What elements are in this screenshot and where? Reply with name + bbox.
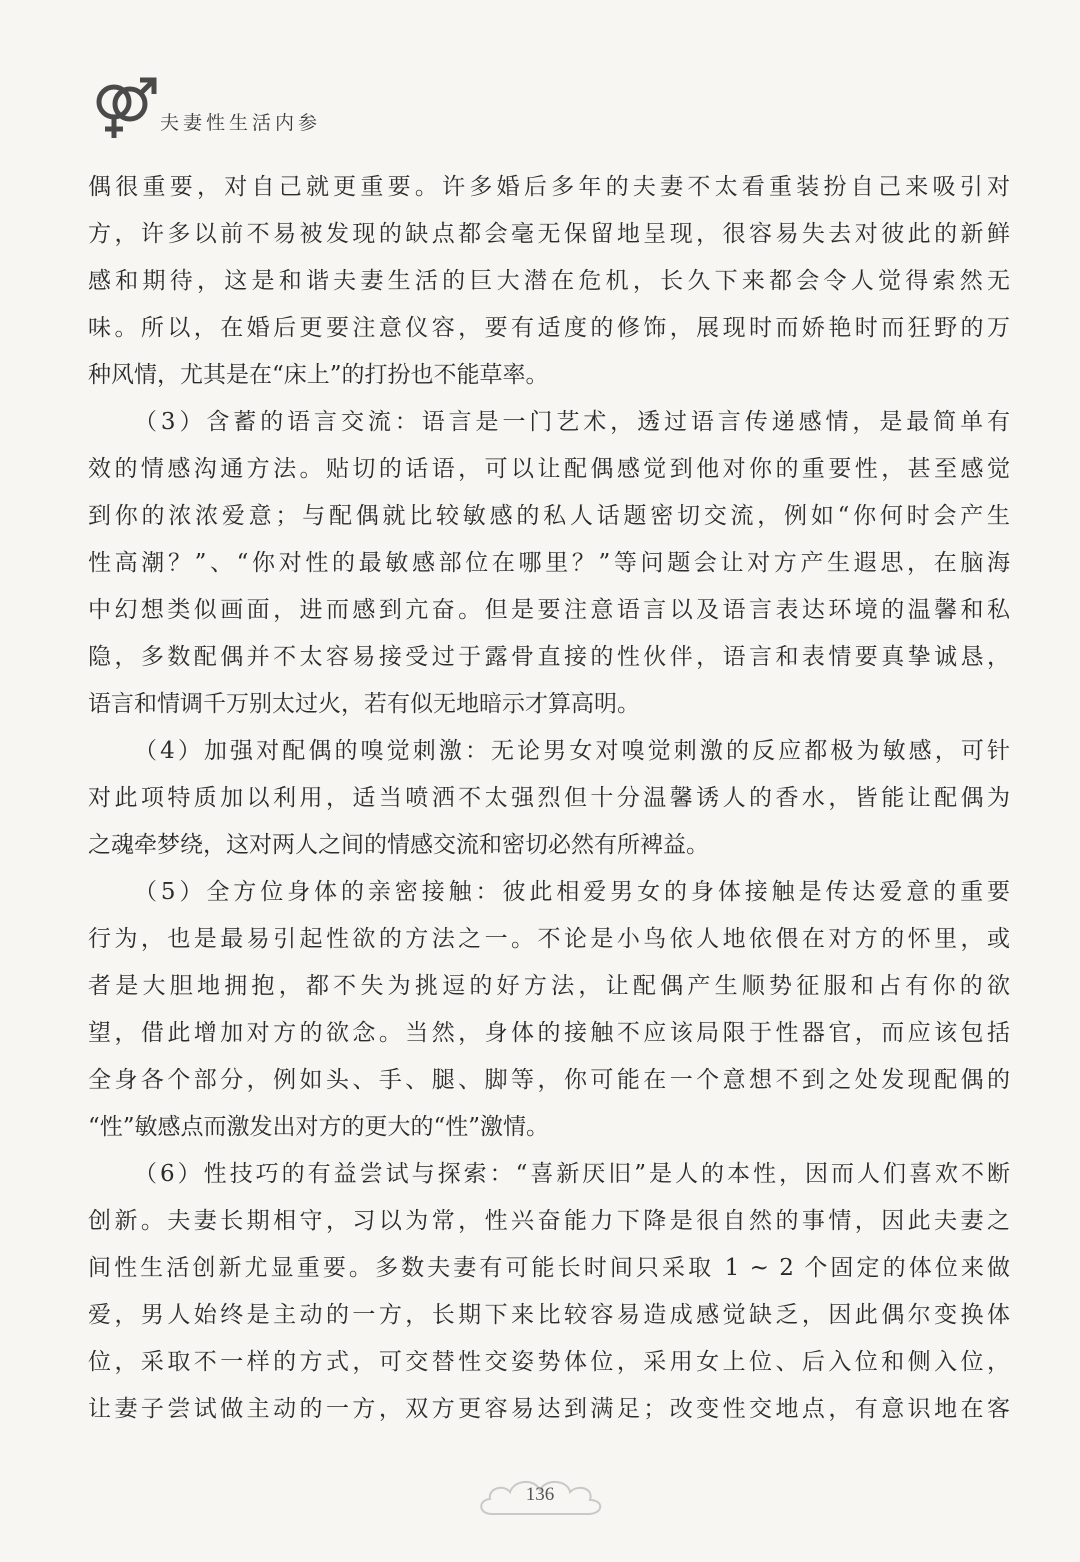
text-line: 间性生活创新尤显重要。多数夫妻有可能长时间只采取 1 ~ 2 个固定的体位来做 bbox=[88, 1255, 1010, 1281]
body-text bbox=[88, 164, 1010, 1433]
text-line: 位，采取不一样的方式，可交替性交姿势体位，采用女上位、后入位和侧入位， bbox=[88, 1349, 1010, 1375]
text-line: 偶很重要，对自己就更重要。许多婚后多年的夫妻不太看重装扮自己来吸引对 bbox=[88, 174, 1010, 200]
text-line: 创新。夫妻长期相守，习以为常，性兴奋能力下降是很自然的事情，因此夫妻之 bbox=[88, 1208, 1010, 1234]
paragraph-first-line: （3）含蓄的语言交流：语言是一门艺术，透过语言传递感情，是最简单有 bbox=[134, 409, 1010, 435]
text-line: 隐，多数配偶并不太容易接受过于露骨直接的性伙伴，语言和表情要真挚诚恳， bbox=[88, 644, 1010, 670]
text-line: 行为，也是最易引起性欲的方法之一。不论是小鸟依人地依偎在对方的怀里，或 bbox=[88, 926, 1010, 952]
text-line: 中幻想类似画面，进而感到亢奋。但是要注意语言以及语言表达环境的温馨和私 bbox=[88, 597, 1010, 623]
running-header-title: 夫妻性生活内参 bbox=[160, 112, 322, 134]
text-line: 之魂牵梦绕，这对两人之间的情感交流和密切必然有所裨益。 bbox=[88, 832, 709, 858]
text-line: 味。所以，在婚后更要注意仪容，要有适度的修饰，展现时而娇艳时而狂野的万 bbox=[88, 315, 1010, 341]
text-line: 效的情感沟通方法。贴切的话语，可以让配偶感觉到他对你的重要性，甚至感觉 bbox=[88, 456, 1010, 482]
text-line: 者是大胆地拥抱，都不失为挑逗的好方法，让配偶产生顺势征服和占有你的欲 bbox=[88, 973, 1010, 999]
text-line: 性高潮？”、“你对性的最敏感部位在哪里？”等问题会让对方产生遐思，在脑海 bbox=[88, 550, 1010, 576]
paragraph-first-line: （4）加强对配偶的嗅觉刺激：无论男女对嗅觉刺激的反应都极为敏感，可针 bbox=[134, 738, 1010, 764]
text-line: 感和期待，这是和谐夫妻生活的巨大潜在危机，长久下来都会令人觉得索然无 bbox=[88, 268, 1010, 294]
text-line: 到你的浓浓爱意；与配偶就比较敏感的私人话题密切交流，例如“你何时会产生 bbox=[88, 503, 1010, 529]
text-line: 种风情，尤其是在“床上”的打扮也不能草率。 bbox=[88, 362, 549, 388]
paragraph-first-line: （5）全方位身体的亲密接触：彼此相爱男女的身体接触是传达爱意的重要 bbox=[134, 879, 1010, 905]
text-line: 对此项特质加以利用，适当喷洒不太强烈但十分温馨诱人的香水，皆能让配偶为 bbox=[88, 785, 1010, 811]
gender-symbols-icon bbox=[88, 72, 168, 152]
text-line: 全身各个部分，例如头、手、腿、脚等，你可能在一个意想不到之处发现配偶的 bbox=[88, 1067, 1010, 1093]
text-line: 让妻子尝试做主动的一方，双方更容易达到满足；改变性交地点，有意识地在客 bbox=[88, 1396, 1010, 1422]
paragraph-first-line: （6）性技巧的有益尝试与探索：“喜新厌旧”是人的本性，因而人们喜欢不断 bbox=[134, 1161, 1010, 1187]
text-line: “性”敏感点而激发出对方的更大的“性”激情。 bbox=[88, 1114, 550, 1140]
text-line: 望，借此增加对方的欲念。当然，身体的接触不应该局限于性器官，而应该包括 bbox=[88, 1020, 1010, 1046]
page-footer bbox=[470, 1474, 610, 1524]
text-line: 语言和情调千万别太过火，若有似无地暗示才算高明。 bbox=[88, 691, 640, 717]
text-line: 方，许多以前不易被发现的缺点都会毫无保留地呈现，很容易失去对彼此的新鲜 bbox=[88, 221, 1010, 247]
page-number: 136 bbox=[525, 1484, 555, 1505]
text-line: 爱，男人始终是主动的一方，长期下来比较容易造成感觉缺乏，因此偶尔变换体 bbox=[88, 1302, 1010, 1328]
